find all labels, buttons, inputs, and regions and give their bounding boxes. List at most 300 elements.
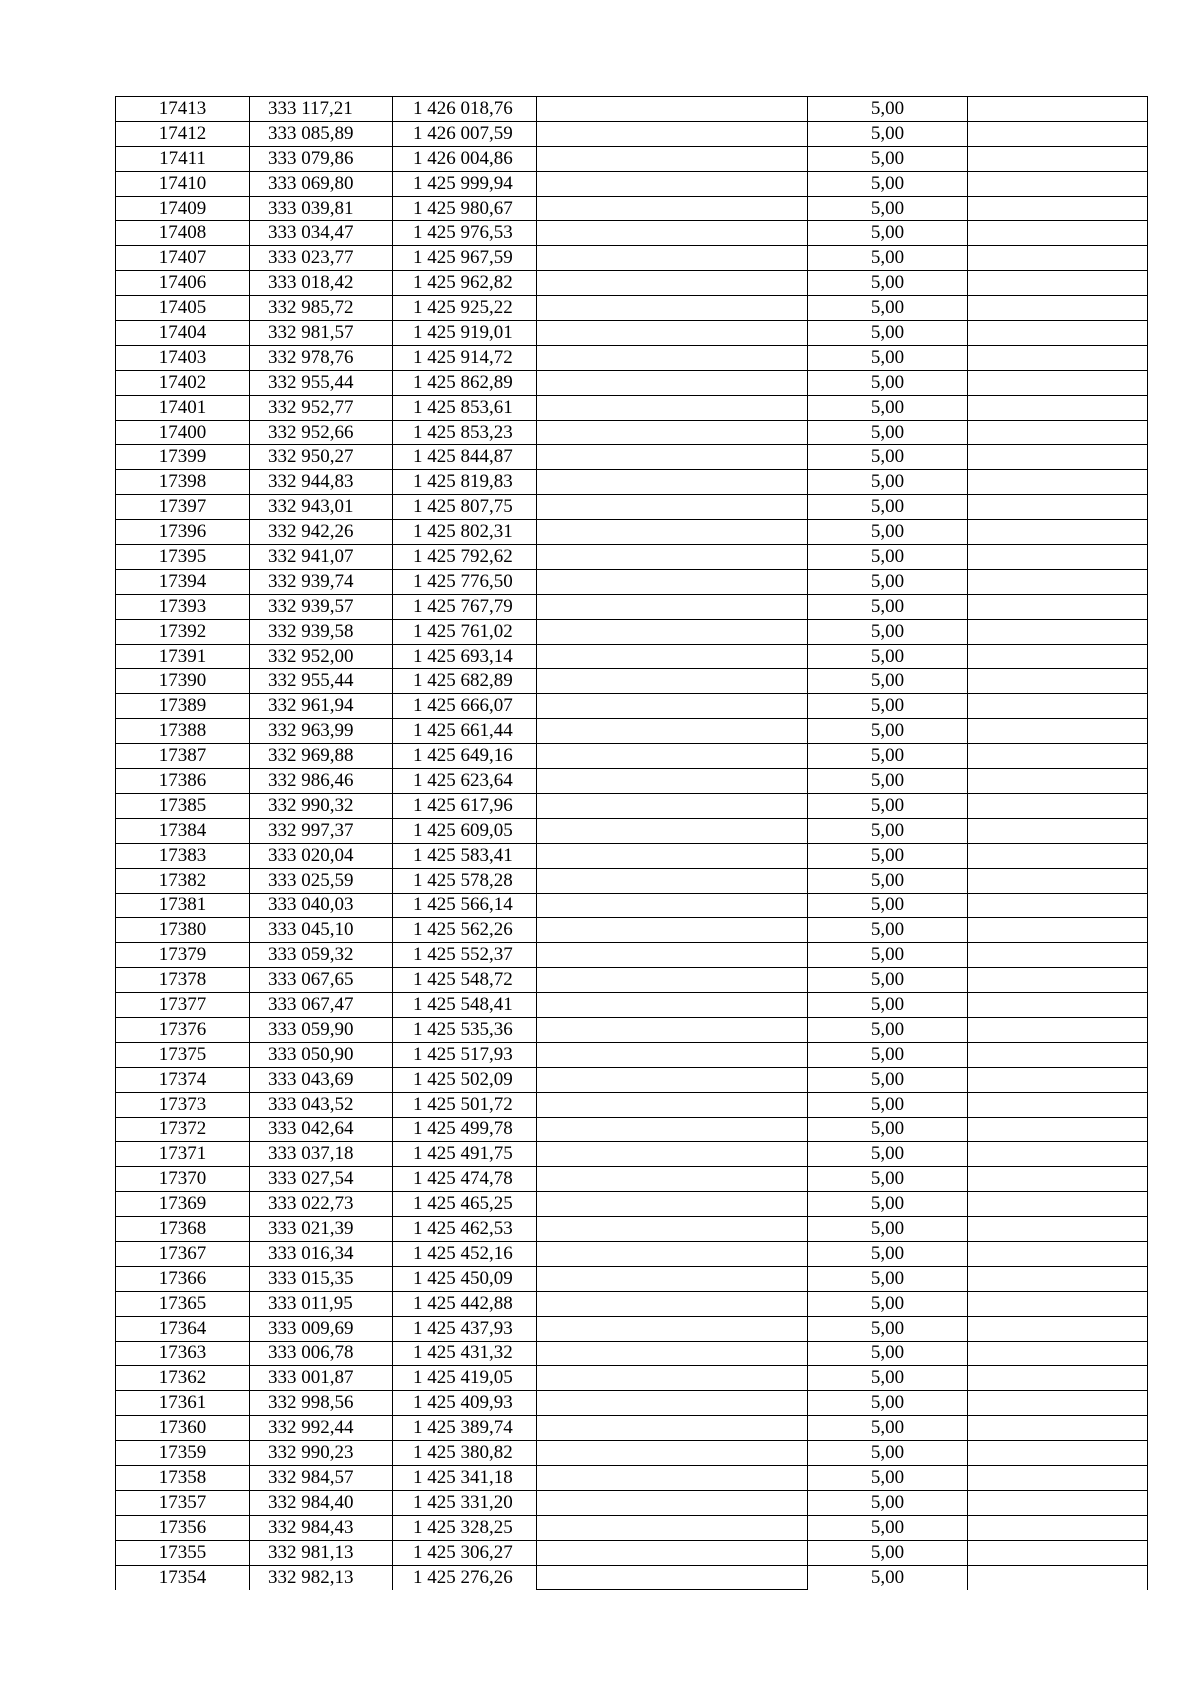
empty-cell	[537, 520, 808, 545]
empty-cell	[537, 1540, 808, 1565]
coordinate-x-cell: 1 425 465,25	[393, 1192, 537, 1217]
precision-cell: 5,00	[808, 744, 968, 769]
coordinate-y-cell: 332 982,13	[250, 1565, 393, 1590]
coordinate-x-cell: 1 425 623,64	[393, 769, 537, 794]
coordinate-x-cell: 1 425 999,94	[393, 171, 537, 196]
table-row	[116, 769, 1148, 794]
precision-cell: 5,00	[808, 968, 968, 993]
table-row	[116, 1316, 1148, 1341]
empty-cell	[537, 171, 808, 196]
point-number-cell: 17362	[116, 1366, 250, 1391]
coordinate-y-cell: 333 015,35	[250, 1266, 393, 1291]
coordinate-x-cell: 1 425 389,74	[393, 1416, 537, 1441]
precision-cell: 5,00	[808, 694, 968, 719]
coordinate-x-cell: 1 425 792,62	[393, 545, 537, 570]
coordinate-y-cell: 332 961,94	[250, 694, 393, 719]
table-row	[116, 1241, 1148, 1266]
precision-cell: 5,00	[808, 221, 968, 246]
table-row	[116, 744, 1148, 769]
coordinate-y-cell: 333 027,54	[250, 1167, 393, 1192]
table-row	[116, 121, 1148, 146]
empty-cell	[537, 1192, 808, 1217]
empty-cell	[537, 769, 808, 794]
table-row	[116, 1366, 1148, 1391]
empty-cell	[968, 146, 1148, 171]
coordinate-y-cell: 333 043,69	[250, 1067, 393, 1092]
empty-cell	[968, 1117, 1148, 1142]
coordinate-y-cell: 332 950,27	[250, 445, 393, 470]
empty-cell	[968, 1540, 1148, 1565]
coordinate-x-cell: 1 425 502,09	[393, 1067, 537, 1092]
point-number-cell: 17411	[116, 146, 250, 171]
precision-cell: 5,00	[808, 619, 968, 644]
empty-cell	[537, 420, 808, 445]
precision-cell: 5,00	[808, 843, 968, 868]
point-number-cell: 17373	[116, 1092, 250, 1117]
empty-cell	[537, 719, 808, 744]
precision-cell: 5,00	[808, 918, 968, 943]
coordinate-x-cell: 1 425 844,87	[393, 445, 537, 470]
empty-cell	[968, 296, 1148, 321]
point-number-cell: 17364	[116, 1316, 250, 1341]
empty-cell	[968, 1241, 1148, 1266]
table-row	[116, 445, 1148, 470]
point-number-cell: 17407	[116, 246, 250, 271]
precision-cell: 5,00	[808, 370, 968, 395]
point-number-cell: 17371	[116, 1142, 250, 1167]
coordinate-x-cell: 1 425 967,59	[393, 246, 537, 271]
point-number-cell: 17400	[116, 420, 250, 445]
empty-cell	[537, 968, 808, 993]
point-number-cell: 17391	[116, 644, 250, 669]
precision-cell: 5,00	[808, 296, 968, 321]
coordinate-x-cell: 1 425 431,32	[393, 1341, 537, 1366]
empty-cell	[537, 669, 808, 694]
coordinate-y-cell: 332 952,77	[250, 395, 393, 420]
precision-cell: 5,00	[808, 1515, 968, 1540]
point-number-cell: 17388	[116, 719, 250, 744]
point-number-cell: 17399	[116, 445, 250, 470]
coordinate-x-cell: 1 425 548,41	[393, 993, 537, 1018]
empty-cell	[537, 246, 808, 271]
coordinate-y-cell: 333 117,21	[250, 97, 393, 122]
empty-cell	[968, 769, 1148, 794]
empty-cell	[968, 545, 1148, 570]
coordinate-y-cell: 332 981,57	[250, 321, 393, 346]
point-number-cell: 17358	[116, 1465, 250, 1490]
precision-cell: 5,00	[808, 719, 968, 744]
point-number-cell: 17397	[116, 495, 250, 520]
empty-cell	[537, 943, 808, 968]
coordinate-x-cell: 1 425 380,82	[393, 1441, 537, 1466]
table-row	[116, 1465, 1148, 1490]
coordinates-table-body	[116, 97, 1148, 1590]
point-number-cell: 17367	[116, 1241, 250, 1266]
empty-cell	[968, 619, 1148, 644]
precision-cell: 5,00	[808, 1465, 968, 1490]
empty-cell	[968, 370, 1148, 395]
precision-cell: 5,00	[808, 146, 968, 171]
precision-cell: 5,00	[808, 569, 968, 594]
coordinate-y-cell: 332 984,57	[250, 1465, 393, 1490]
empty-cell	[968, 420, 1148, 445]
empty-cell	[968, 221, 1148, 246]
empty-cell	[968, 968, 1148, 993]
point-number-cell: 17357	[116, 1490, 250, 1515]
point-number-cell: 17376	[116, 1017, 250, 1042]
table-row	[116, 271, 1148, 296]
precision-cell: 5,00	[808, 1241, 968, 1266]
table-row	[116, 719, 1148, 744]
precision-cell: 5,00	[808, 97, 968, 122]
coordinate-x-cell: 1 425 566,14	[393, 893, 537, 918]
empty-cell	[968, 1366, 1148, 1391]
table-row	[116, 619, 1148, 644]
coordinate-y-cell: 333 085,89	[250, 121, 393, 146]
coordinate-x-cell: 1 425 462,53	[393, 1217, 537, 1242]
table-row	[116, 1565, 1148, 1590]
point-number-cell: 17383	[116, 843, 250, 868]
coordinate-x-cell: 1 425 853,61	[393, 395, 537, 420]
point-number-cell: 17404	[116, 321, 250, 346]
precision-cell: 5,00	[808, 121, 968, 146]
precision-cell: 5,00	[808, 1042, 968, 1067]
empty-cell	[968, 1341, 1148, 1366]
point-number-cell: 17355	[116, 1540, 250, 1565]
empty-cell	[537, 868, 808, 893]
precision-cell: 5,00	[808, 594, 968, 619]
point-number-cell: 17401	[116, 395, 250, 420]
table-row	[116, 1266, 1148, 1291]
table-row	[116, 1391, 1148, 1416]
empty-cell	[537, 1565, 808, 1590]
empty-cell	[968, 569, 1148, 594]
table-row	[116, 1142, 1148, 1167]
coordinate-y-cell: 333 059,32	[250, 943, 393, 968]
coordinate-x-cell: 1 425 693,14	[393, 644, 537, 669]
point-number-cell: 17409	[116, 196, 250, 221]
table-row	[116, 968, 1148, 993]
precision-cell: 5,00	[808, 669, 968, 694]
coordinate-y-cell: 332 941,07	[250, 545, 393, 570]
coordinate-y-cell: 333 043,52	[250, 1092, 393, 1117]
point-number-cell: 17374	[116, 1067, 250, 1092]
empty-cell	[537, 445, 808, 470]
coordinate-x-cell: 1 425 925,22	[393, 296, 537, 321]
table-row	[116, 1490, 1148, 1515]
precision-cell: 5,00	[808, 271, 968, 296]
coordinate-x-cell: 1 425 980,67	[393, 196, 537, 221]
coordinate-x-cell: 1 425 474,78	[393, 1167, 537, 1192]
point-number-cell: 17354	[116, 1565, 250, 1590]
table-row	[116, 1117, 1148, 1142]
empty-cell	[968, 1092, 1148, 1117]
precision-cell: 5,00	[808, 345, 968, 370]
point-number-cell: 17396	[116, 520, 250, 545]
empty-cell	[968, 993, 1148, 1018]
coordinate-y-cell: 332 984,43	[250, 1515, 393, 1540]
table-row	[116, 943, 1148, 968]
coordinate-y-cell: 332 952,00	[250, 644, 393, 669]
coordinate-x-cell: 1 425 517,93	[393, 1042, 537, 1067]
empty-cell	[537, 1291, 808, 1316]
coordinate-y-cell: 333 059,90	[250, 1017, 393, 1042]
coordinate-y-cell: 333 022,73	[250, 1192, 393, 1217]
coordinate-x-cell: 1 425 767,79	[393, 594, 537, 619]
empty-cell	[537, 1117, 808, 1142]
table-row	[116, 296, 1148, 321]
coordinate-x-cell: 1 425 450,09	[393, 1266, 537, 1291]
coordinate-x-cell: 1 425 819,83	[393, 470, 537, 495]
empty-cell	[537, 1465, 808, 1490]
coordinate-y-cell: 332 981,13	[250, 1540, 393, 1565]
precision-cell: 5,00	[808, 1192, 968, 1217]
empty-cell	[968, 271, 1148, 296]
precision-cell: 5,00	[808, 321, 968, 346]
empty-cell	[968, 719, 1148, 744]
point-number-cell: 17359	[116, 1441, 250, 1466]
empty-cell	[537, 221, 808, 246]
precision-cell: 5,00	[808, 1266, 968, 1291]
point-number-cell: 17412	[116, 121, 250, 146]
empty-cell	[968, 1167, 1148, 1192]
empty-cell	[968, 669, 1148, 694]
empty-cell	[968, 171, 1148, 196]
coordinate-y-cell: 333 067,47	[250, 993, 393, 1018]
point-number-cell: 17360	[116, 1416, 250, 1441]
precision-cell: 5,00	[808, 1341, 968, 1366]
point-number-cell: 17372	[116, 1117, 250, 1142]
table-row	[116, 146, 1148, 171]
empty-cell	[968, 121, 1148, 146]
table-row	[116, 395, 1148, 420]
coordinate-x-cell: 1 426 007,59	[393, 121, 537, 146]
point-number-cell: 17393	[116, 594, 250, 619]
point-number-cell: 17378	[116, 968, 250, 993]
table-row	[116, 1416, 1148, 1441]
empty-cell	[537, 395, 808, 420]
empty-cell	[968, 818, 1148, 843]
table-row	[116, 793, 1148, 818]
coordinate-x-cell: 1 425 578,28	[393, 868, 537, 893]
coordinate-y-cell: 333 020,04	[250, 843, 393, 868]
empty-cell	[968, 1291, 1148, 1316]
point-number-cell: 17380	[116, 918, 250, 943]
table-row	[116, 1092, 1148, 1117]
empty-cell	[968, 1142, 1148, 1167]
empty-cell	[968, 1441, 1148, 1466]
empty-cell	[968, 1067, 1148, 1092]
table-row	[116, 370, 1148, 395]
coordinate-y-cell: 333 001,87	[250, 1366, 393, 1391]
point-number-cell: 17361	[116, 1391, 250, 1416]
empty-cell	[537, 1366, 808, 1391]
table-row	[116, 1540, 1148, 1565]
empty-cell	[968, 97, 1148, 122]
table-row	[116, 1341, 1148, 1366]
coordinate-y-cell: 333 037,18	[250, 1142, 393, 1167]
empty-cell	[537, 644, 808, 669]
empty-cell	[968, 868, 1148, 893]
empty-cell	[537, 146, 808, 171]
coordinate-x-cell: 1 425 976,53	[393, 221, 537, 246]
table-row	[116, 1192, 1148, 1217]
point-number-cell: 17385	[116, 793, 250, 818]
empty-cell	[537, 271, 808, 296]
precision-cell: 5,00	[808, 868, 968, 893]
point-number-cell: 17386	[116, 769, 250, 794]
empty-cell	[537, 893, 808, 918]
point-number-cell: 17379	[116, 943, 250, 968]
precision-cell: 5,00	[808, 1316, 968, 1341]
table-row	[116, 843, 1148, 868]
coordinate-x-cell: 1 425 562,26	[393, 918, 537, 943]
empty-cell	[537, 1217, 808, 1242]
empty-cell	[968, 744, 1148, 769]
coordinate-y-cell: 332 998,56	[250, 1391, 393, 1416]
table-row	[116, 594, 1148, 619]
coordinate-x-cell: 1 425 419,05	[393, 1366, 537, 1391]
coordinate-y-cell: 333 069,80	[250, 171, 393, 196]
coordinate-x-cell: 1 425 853,23	[393, 420, 537, 445]
coordinate-y-cell: 333 079,86	[250, 146, 393, 171]
empty-cell	[968, 395, 1148, 420]
empty-cell	[968, 1217, 1148, 1242]
empty-cell	[968, 1515, 1148, 1540]
precision-cell: 5,00	[808, 644, 968, 669]
empty-cell	[537, 1241, 808, 1266]
empty-cell	[968, 495, 1148, 520]
coordinate-x-cell: 1 425 617,96	[393, 793, 537, 818]
table-row	[116, 495, 1148, 520]
table-row	[116, 1167, 1148, 1192]
coordinate-x-cell: 1 425 437,93	[393, 1316, 537, 1341]
coordinate-y-cell: 332 992,44	[250, 1416, 393, 1441]
empty-cell	[537, 1142, 808, 1167]
coordinate-y-cell: 333 045,10	[250, 918, 393, 943]
empty-cell	[537, 1167, 808, 1192]
table-row	[116, 868, 1148, 893]
point-number-cell: 17368	[116, 1217, 250, 1242]
table-row	[116, 345, 1148, 370]
coordinate-y-cell: 332 986,46	[250, 769, 393, 794]
empty-cell	[968, 1266, 1148, 1291]
precision-cell: 5,00	[808, 1291, 968, 1316]
empty-cell	[968, 1192, 1148, 1217]
empty-cell	[968, 1042, 1148, 1067]
point-number-cell: 17405	[116, 296, 250, 321]
precision-cell: 5,00	[808, 943, 968, 968]
point-number-cell: 17382	[116, 868, 250, 893]
empty-cell	[968, 1391, 1148, 1416]
empty-cell	[537, 594, 808, 619]
table-row	[116, 97, 1148, 122]
empty-cell	[537, 1017, 808, 1042]
precision-cell: 5,00	[808, 793, 968, 818]
coordinate-x-cell: 1 425 331,20	[393, 1490, 537, 1515]
point-number-cell: 17365	[116, 1291, 250, 1316]
empty-cell	[968, 1316, 1148, 1341]
coordinate-y-cell: 332 963,99	[250, 719, 393, 744]
coordinate-y-cell: 332 939,57	[250, 594, 393, 619]
table-row	[116, 669, 1148, 694]
coordinate-y-cell: 333 039,81	[250, 196, 393, 221]
empty-cell	[968, 321, 1148, 346]
table-row	[116, 1441, 1148, 1466]
table-row	[116, 470, 1148, 495]
coordinate-y-cell: 332 997,37	[250, 818, 393, 843]
point-number-cell: 17370	[116, 1167, 250, 1192]
empty-cell	[968, 594, 1148, 619]
coordinate-x-cell: 1 425 328,25	[393, 1515, 537, 1540]
table-row	[116, 1042, 1148, 1067]
table-row	[116, 246, 1148, 271]
coordinate-y-cell: 332 942,26	[250, 520, 393, 545]
empty-cell	[537, 296, 808, 321]
empty-cell	[537, 793, 808, 818]
empty-cell	[537, 470, 808, 495]
precision-cell: 5,00	[808, 1017, 968, 1042]
coordinate-x-cell: 1 425 276,26	[393, 1565, 537, 1590]
coordinate-x-cell: 1 425 535,36	[393, 1017, 537, 1042]
empty-cell	[537, 843, 808, 868]
coordinate-y-cell: 332 990,23	[250, 1441, 393, 1466]
table-row	[116, 221, 1148, 246]
table-row	[116, 321, 1148, 346]
precision-cell: 5,00	[808, 1217, 968, 1242]
point-number-cell: 17375	[116, 1042, 250, 1067]
point-number-cell: 17387	[116, 744, 250, 769]
coordinate-y-cell: 333 042,64	[250, 1117, 393, 1142]
coordinate-x-cell: 1 425 862,89	[393, 370, 537, 395]
table-row	[116, 520, 1148, 545]
coordinate-y-cell: 333 011,95	[250, 1291, 393, 1316]
coordinate-y-cell: 333 006,78	[250, 1341, 393, 1366]
empty-cell	[537, 1266, 808, 1291]
empty-cell	[968, 644, 1148, 669]
coordinate-x-cell: 1 425 666,07	[393, 694, 537, 719]
table-row	[116, 569, 1148, 594]
coordinate-y-cell: 333 050,90	[250, 1042, 393, 1067]
precision-cell: 5,00	[808, 470, 968, 495]
empty-cell	[968, 793, 1148, 818]
coordinate-y-cell: 333 040,03	[250, 893, 393, 918]
empty-cell	[968, 694, 1148, 719]
coordinate-x-cell: 1 426 018,76	[393, 97, 537, 122]
empty-cell	[537, 495, 808, 520]
table-row	[116, 694, 1148, 719]
table-row	[116, 918, 1148, 943]
precision-cell: 5,00	[808, 1366, 968, 1391]
coordinate-x-cell: 1 425 491,75	[393, 1142, 537, 1167]
empty-cell	[537, 370, 808, 395]
precision-cell: 5,00	[808, 1490, 968, 1515]
point-number-cell: 17395	[116, 545, 250, 570]
precision-cell: 5,00	[808, 520, 968, 545]
empty-cell	[968, 520, 1148, 545]
empty-cell	[537, 1490, 808, 1515]
coordinate-y-cell: 333 016,34	[250, 1241, 393, 1266]
precision-cell: 5,00	[808, 246, 968, 271]
empty-cell	[968, 445, 1148, 470]
coordinate-y-cell: 333 023,77	[250, 246, 393, 271]
empty-cell	[968, 345, 1148, 370]
precision-cell: 5,00	[808, 495, 968, 520]
precision-cell: 5,00	[808, 545, 968, 570]
coordinate-y-cell: 332 978,76	[250, 345, 393, 370]
precision-cell: 5,00	[808, 1117, 968, 1142]
table-row	[116, 818, 1148, 843]
